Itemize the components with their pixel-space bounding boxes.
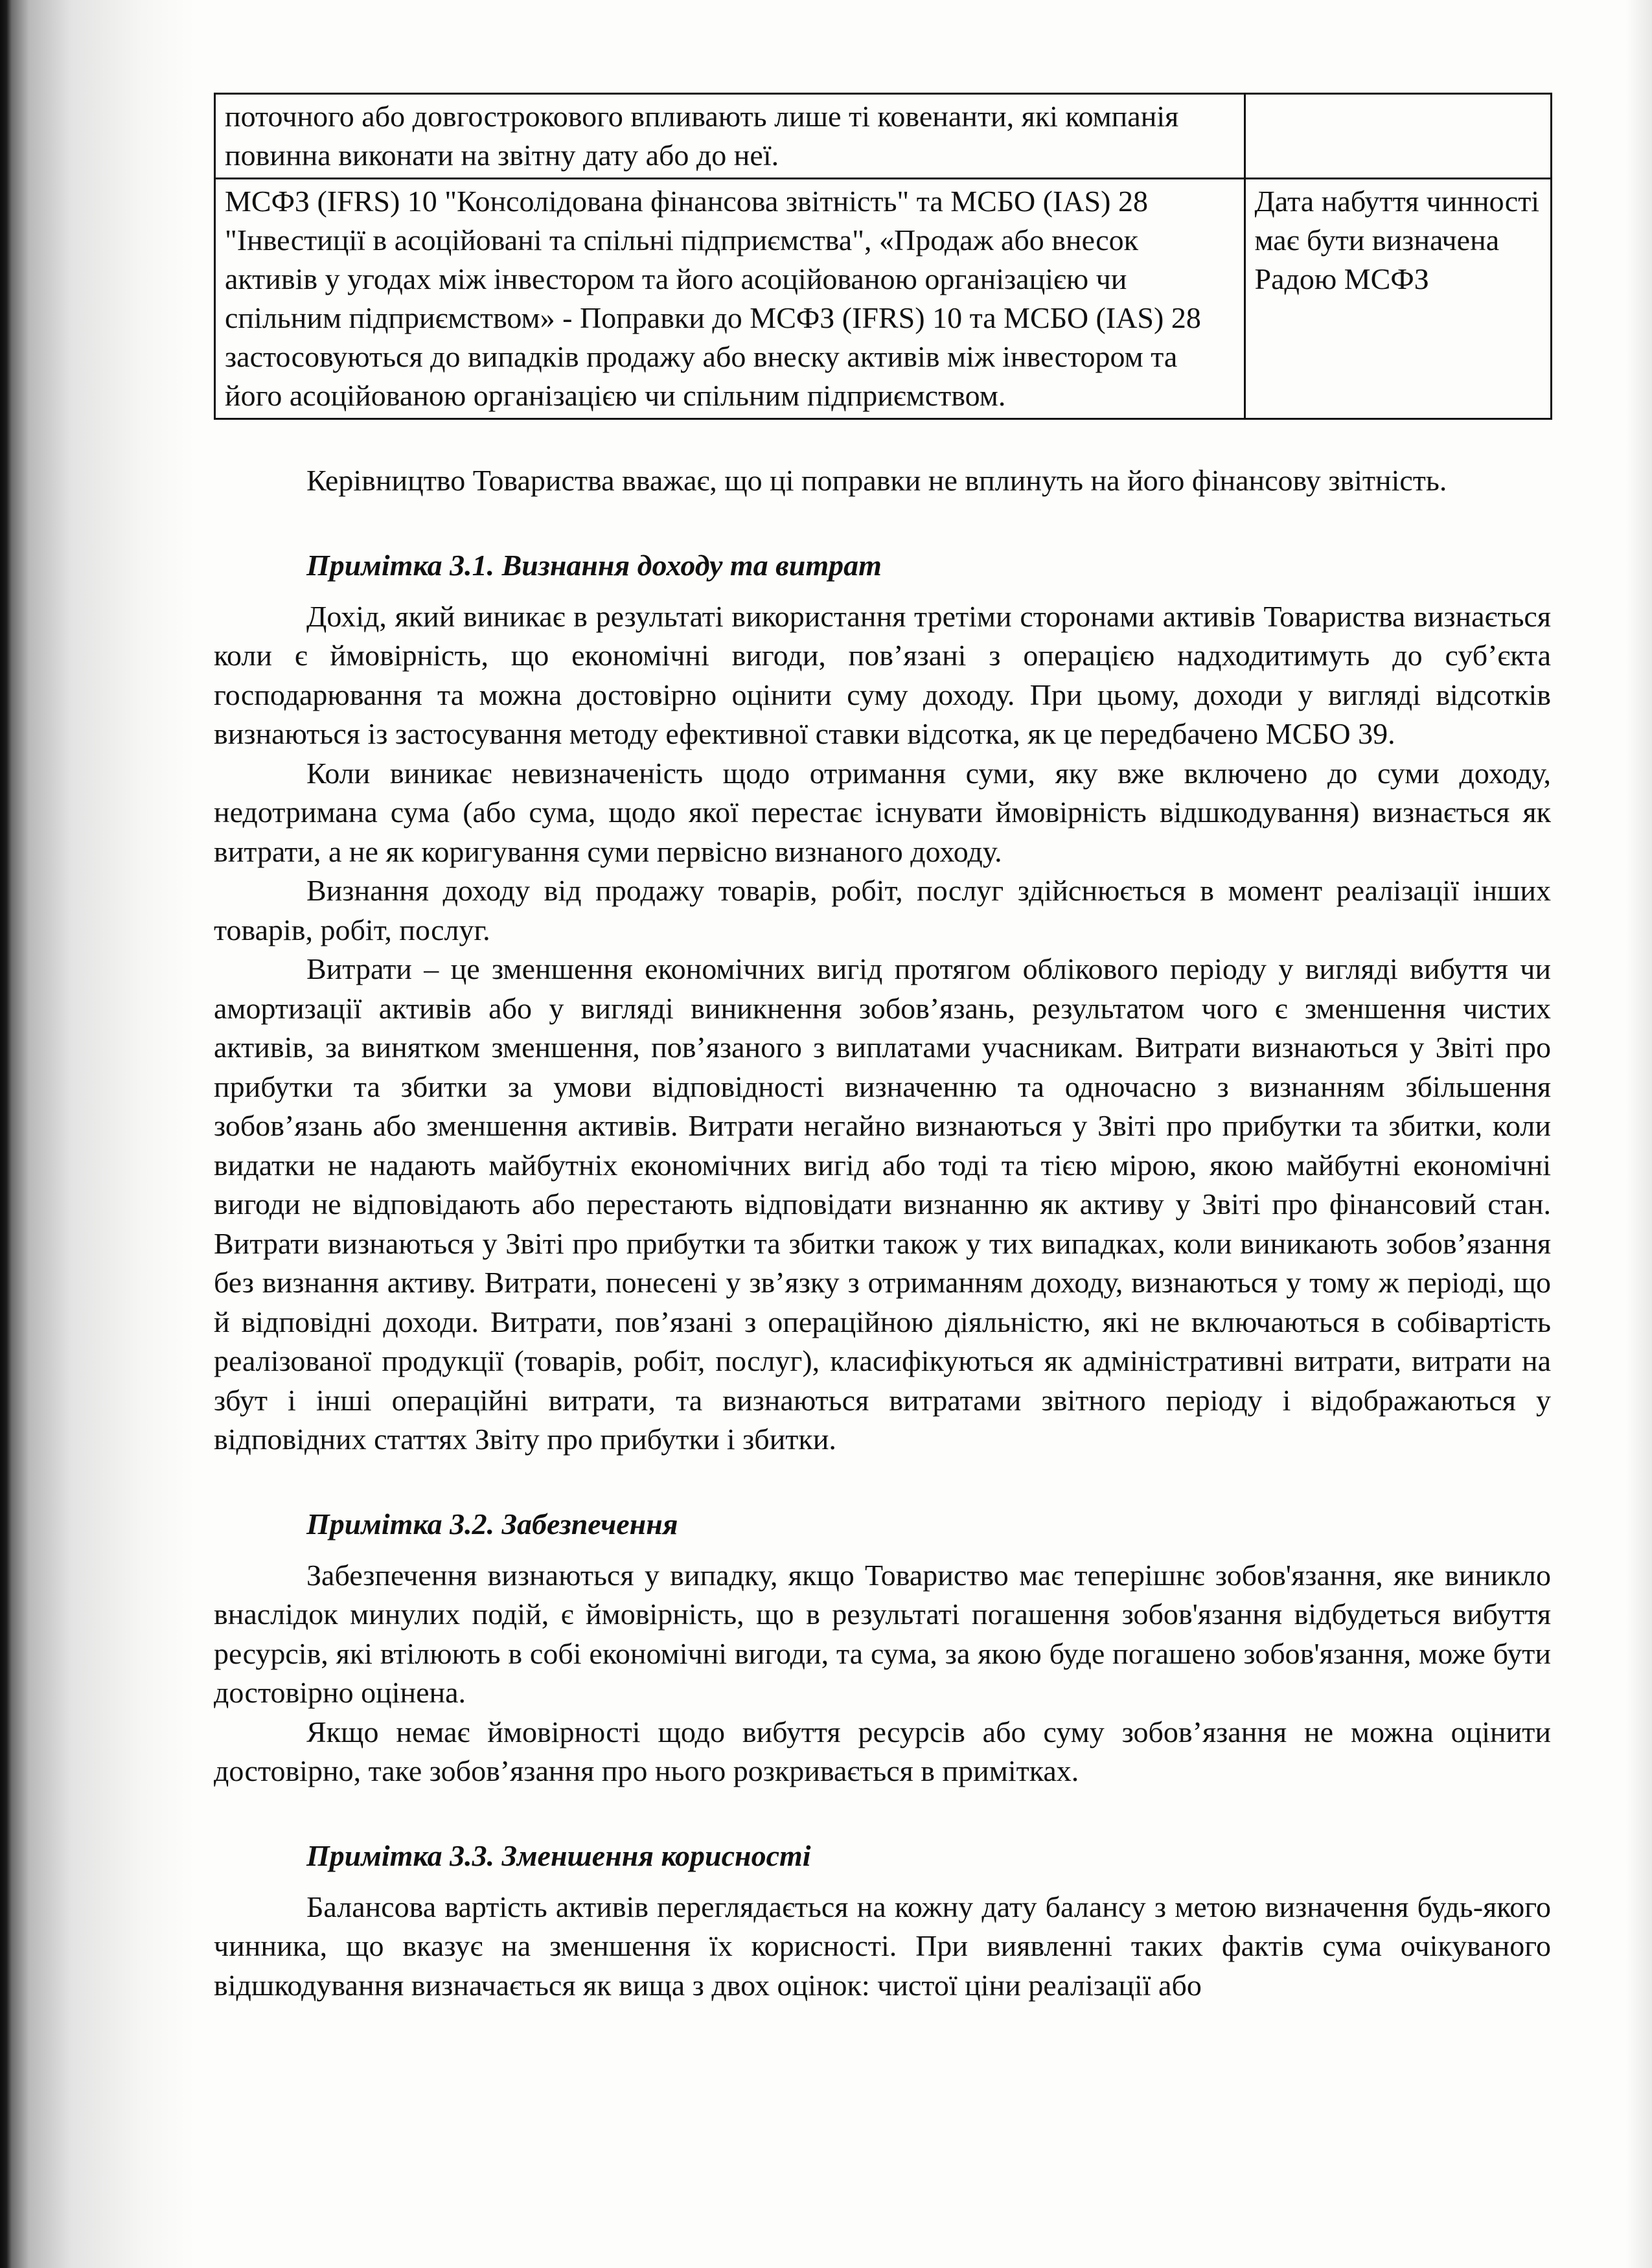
paragraph: Забезпечення визнаються у випадку, якщо Товариство має теперішнє зобов'язання, яке виникло внаслідок минулих подій, є ймовірність, що в результаті погашення зобов'язання відбудеться вибуття ресурсів, які втілюють в собі економічні вигоди, та сума, за якою буде погашено зобов'язання, може бути достовірно оцінена. [214, 1558, 1551, 1709]
standard-cell: поточного або довгострокового впливають лише ті ковенанти, які компанія повинна виконати на звітну дату або до неї. [215, 94, 1245, 179]
paragraph: Балансова вартість активів переглядається на кожну дату балансу з метою визначення будь-якого чинника, що вказує на зменшення їх корисності. При виявленні таких фактів сума очікуваного відшкодування визначається як вища з двох оцінок: чистої ціни реалізації або [214, 1890, 1551, 2002]
standards-table [214, 93, 1552, 420]
section-heading-revenue: Примітка 3.1. Визнання доходу та витрат [306, 548, 882, 582]
table-row [215, 94, 1552, 179]
scan-binding-shadow [0, 0, 194, 2268]
effective-date-cell: Дата набуття чинності має бути визначена Радою МСФЗ [1245, 179, 1551, 419]
document-body [214, 461, 1551, 2005]
table-row [215, 179, 1552, 419]
paragraph: Якщо немає ймовірності щодо вибуття ресурсів або суму зобов’язання не можна оцінити достовірно, таке зобов’язання про нього розкривається в примітках. [214, 1715, 1551, 1787]
paragraph: Коли виникає невизначеність щодо отримання суми, яку вже включено до суми доходу, недотримана сума (або сума, щодо якої перестає існувати ймовірність відшкодування) визнається як витрати, а не як коригування суми первісно визнаного доходу. [214, 756, 1551, 868]
paragraph: Витрати – це зменшення економічних вигід протягом облікового періоду у вигляді вибуття чи амортизації активів або у вигляді виникнення зобов’язань, результатом чого є зменшення чистих активів, за винятком зменшення, пов’язаного з виплатами учасникам. Витрати визнаються у Звіті про прибутки та збитки за умови відповідності визначенню та одночасно з визнанням збільшення зобов’язань або зменшення активів. Витрати негайно визнаються у Звіті про прибутки та збитки, коли видатки не надають майбутніх економічних вигід або тоді та тією мірою, якою майбутні економічні вигоди не відповідають або перестають відповідати визнанню як активу у Звіті про фінансовий стан. Витрати визнаються у Звіті про прибутки та збитки також у тих випадках, коли виникають зобов’язання без визнання активу. Витрати, понесені у зв’язку з отриманням доходу, визнаються у тому ж періоді, що й відповідні доходи. Витрати, пов’язані з операційною діяльністю, які не включаються в собівартість реалізованої продукції (товарів, робіт, послуг), класифікуються як адміністративні витрати, витрати на збут і інші операційні витрати, та визнаються витратами звітного періоду і відображаються у відповідних статтях Звіту про прибутки і збитки. [214, 952, 1551, 1456]
section-heading-provisions: Примітка 3.2. Забезпечення [306, 1507, 678, 1541]
paragraph: Визнання доходу від продажу товарів, робіт, послуг здійснюється в момент реалізації інших товарів, робіт, послуг. [214, 874, 1551, 946]
intro-paragraph: Керівництво Товариства вважає, що ці поправки не вплинуть на його фінансову звітність. [306, 464, 1447, 497]
section-heading-impairment: Примітка 3.3. Зменшення корисності [306, 1838, 811, 1872]
paragraph: Дохід, який виникає в результаті використання третіми сторонами активів Товариства визнається коли є ймовірність, що економічні вигоди, пов’язані з операцією надходитимуть до суб’єкта господарювання та можна достовірно оцінити суму доходу. При цьому, доходи у вигляді відсотків визнаються із застосування методу ефективної ставки відсотка, як це передбачено МСБО 39. [214, 599, 1551, 750]
scan-page-edge [1626, 0, 1652, 2268]
effective-date-cell [1245, 94, 1551, 179]
standard-cell: МСФЗ (IFRS) 10 "Консолідована фінансова звітність" та МСБО (IAS) 28 "Інвестиції в асоційовані та спільні підприємства", «Продаж або внесок активів у угодах між інвестором та його асоційованою організацією чи спільним підприємством» - Поправки до МСФЗ (IFRS) 10 та МСБО (IAS) 28 застосовуються до випадків продажу або внеску активів між інвестором та його асоційованою організацією чи спільним підприємством. [215, 179, 1245, 419]
